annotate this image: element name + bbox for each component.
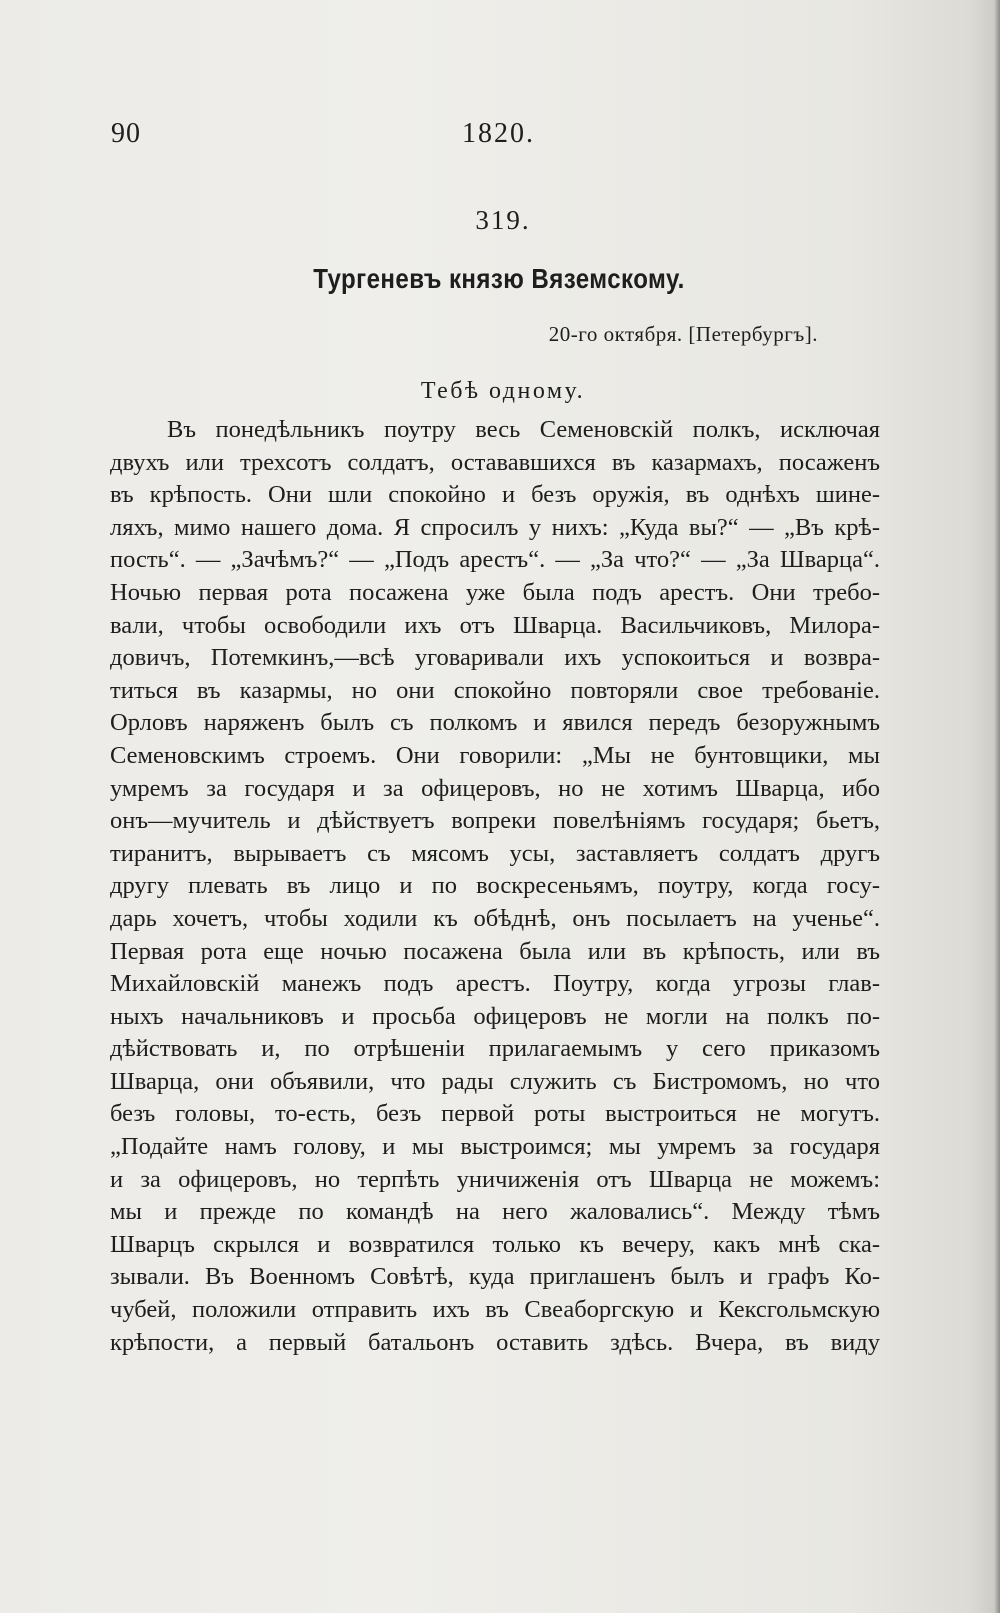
page-edge-shadow	[994, 0, 1000, 1613]
letter-title: Тургеневъ князю Вяземскому.	[313, 263, 685, 294]
body-line: зывали. Въ Военномъ Совѣтѣ, куда приглашенъ былъ и графъ Ко-	[110, 1263, 880, 1291]
body-line: Михайловскій манежъ подъ арестъ. Поутру, когда угрозы глав-	[110, 970, 880, 998]
body-line: въ крѣпость. Они шли спокойно и безъ оружія, въ однѣхъ шине-	[110, 481, 880, 509]
body-line: Ночью первая рота посажена уже была подъ арестъ. Они требо-	[110, 578, 880, 606]
body-line: Въ понедѣльникъ поутру весь Семеновскій полкъ, исключая	[167, 416, 880, 443]
letter-date: 20-го октября. [Петербургъ].	[548, 322, 818, 346]
body-line: Орловъ наряженъ былъ съ полкомъ и явился передъ безоружнымъ	[110, 709, 880, 737]
body-line: довичъ, Потемкинъ,—всѣ уговаривали ихъ успокоиться и возвра-	[110, 644, 880, 672]
running-header-year: 1820.	[462, 118, 535, 149]
body-line: ляхъ, мимо нашего дома. Я спросилъ у нихъ: „Куда вы?“ — „Въ крѣ-	[110, 513, 880, 541]
page-number: 90	[111, 118, 141, 149]
body-line: титься въ казармы, но они спокойно повторяли свое требованіе.	[110, 676, 880, 704]
body-line: онъ—мучитель и дѣйствуетъ вопреки повелѣніямъ государя; бьетъ,	[110, 807, 880, 835]
body-line: чубей, положили отправить ихъ въ Свеаборгскую и Кексгольмскую	[110, 1296, 880, 1324]
letter-number: 319.	[475, 205, 531, 235]
body-line: Шварцъ скрылся и возвратился только къ вечеру, какъ мнѣ ска-	[110, 1230, 880, 1258]
dedication-line: Тебѣ одному.	[420, 378, 586, 404]
body-line: Шварца, они объявили, что рады служить съ Бистромомъ, но что	[110, 1067, 880, 1095]
body-line: умремъ за государя и за офицеровъ, но не хотимъ Шварца, ибо	[110, 774, 880, 802]
body-line: дарь хочетъ, чтобы ходили къ обѣднѣ, онъ посылаетъ на ученье“.	[110, 904, 880, 932]
body-line: двухъ или трехсотъ солдатъ, остававшихся въ казармахъ, посаженъ	[110, 448, 880, 476]
body-line: дѣйствовать и, по отрѣшеніи прилагаемымъ у сего приказомъ	[110, 1035, 880, 1063]
body-line: крѣпости, а первый батальонъ оставить здѣсь. Вчера, въ виду	[110, 1328, 880, 1356]
body-line: тиранитъ, вырываетъ съ мясомъ усы, заставляетъ солдатъ другъ	[110, 839, 880, 867]
body-line: Первая рота еще ночью посажена была или въ крѣпость, или въ	[110, 937, 880, 965]
body-line: и за офицеровъ, но терпѣть уничиженія отъ Шварца не можемъ:	[110, 1165, 880, 1193]
body-line: ныхъ начальниковъ и просьба офицеровъ не могли на полкъ по-	[110, 1002, 880, 1030]
running-header	[0, 118, 1000, 158]
body-line: Семеновскимъ строемъ. Они говорили: „Мы не бунтовщики, мы	[110, 741, 880, 769]
body-line: „Подайте намъ голову, и мы выстроимся; мы умремъ за государя	[110, 1133, 880, 1161]
body-line: безъ головы, то-есть, безъ первой роты выстроиться не могутъ.	[110, 1100, 880, 1128]
body-line: вали, чтобы освободили ихъ отъ Шварца. Васильчиковъ, Милора-	[110, 611, 880, 639]
body-line: другу плевать въ лицо и по воскресеньямъ, поутру, когда госу-	[110, 872, 880, 900]
letter-body	[110, 414, 880, 1359]
body-line: мы и прежде по командѣ на него жаловались“. Между тѣмъ	[110, 1198, 880, 1226]
body-line: пость“. — „Зачѣмъ?“ — „Подъ арестъ“. — „За что?“ — „За Шварца“.	[110, 546, 880, 574]
